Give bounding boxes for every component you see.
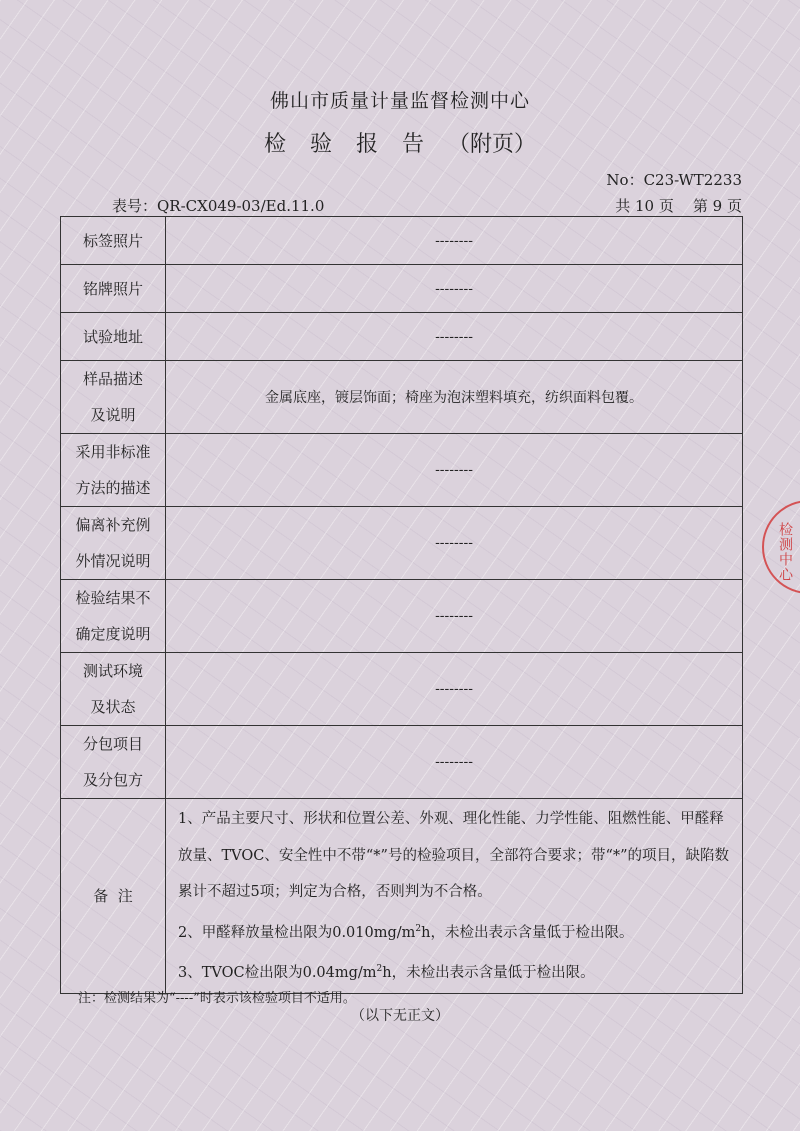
note-1: 1、产品主要尺寸、形状和位置公差、外观、理化性能、力学性能、阻燃性能、甲醛释放量、TVOC、安全性中不带“*”号的检验项目，全部符合要求；带“*”的项目，缺陷数累计不超过5项；判定为合格，否则判为不合格。 — [178, 811, 730, 900]
row-value: -------- — [166, 313, 743, 361]
notes-row — [61, 799, 743, 994]
notes-label: 备 注 — [61, 799, 166, 994]
table-row — [61, 361, 743, 434]
table-row — [61, 580, 743, 653]
page-info: 共 10 页 第 9 页 — [615, 197, 742, 215]
row-value: -------- — [166, 434, 743, 507]
table-row — [61, 217, 743, 265]
row-label-line: 外情况说明 — [75, 552, 151, 570]
row-label — [61, 726, 166, 799]
row-value: -------- — [166, 726, 743, 799]
row-label — [61, 507, 166, 580]
form-number: 表号：QR-CX049-03/Ed.11.0 — [112, 197, 325, 215]
row-label-line: 及说明 — [90, 406, 136, 424]
row-label-line: 偏离补充例 — [75, 516, 151, 534]
row-label — [61, 265, 166, 313]
seal-text: 检测中心 — [777, 522, 793, 582]
table-row — [61, 313, 743, 361]
row-label-line: 采用非标准 — [75, 443, 151, 461]
row-label-line: 铭牌照片 — [82, 279, 143, 298]
end-of-text: （以下无正文） — [351, 1008, 449, 1024]
row-label — [61, 434, 166, 507]
row-value: 金属底座，镀层饰面；椅座为泡沫塑料填充，纺织面料包覆。 — [166, 361, 743, 434]
row-value: -------- — [166, 265, 743, 313]
notes-content — [166, 799, 743, 994]
row-label-line: 样品描述 — [82, 370, 143, 388]
table-row — [61, 434, 743, 507]
table-row — [61, 265, 743, 313]
row-label — [61, 580, 166, 653]
note-3: 3、TVOC检出限为$0.04mg/m^2h$，未检出表示含量低于检出限。 — [178, 963, 595, 981]
report-title-main: 检验报告 — [263, 132, 448, 157]
row-label — [61, 313, 166, 361]
report-table — [60, 216, 743, 994]
row-label-line: 检验结果不 — [75, 589, 151, 607]
row-value: -------- — [166, 580, 743, 653]
footnote: 注：检测结果为“----”时表示该检验项目不适用。 — [78, 991, 356, 1006]
row-label-line: 及分包方 — [82, 771, 143, 789]
row-label-line: 标签照片 — [82, 231, 143, 250]
row-value: -------- — [166, 653, 743, 726]
table-row — [61, 507, 743, 580]
report-number: No：C23-WT2233 — [606, 171, 742, 189]
row-label — [61, 361, 166, 434]
organization-name: 佛山市质量计量监督检测中心 — [269, 90, 530, 112]
note-2: 2、甲醛释放量检出限为$0.010mg/m^2h$，未检出表示含量低于检出限。 — [178, 923, 634, 941]
report-title — [0, 127, 800, 158]
table-row — [61, 726, 743, 799]
row-label-line: 试验地址 — [82, 327, 143, 346]
row-label-line: 方法的描述 — [75, 479, 151, 497]
row-label — [61, 217, 166, 265]
row-value: -------- — [166, 507, 743, 580]
row-value: -------- — [166, 217, 743, 265]
table-row — [61, 653, 743, 726]
row-label-line: 分包项目 — [82, 735, 143, 753]
row-label — [61, 653, 166, 726]
row-label-line: 及状态 — [90, 698, 136, 716]
report-title-suffix: （附页） — [448, 132, 537, 157]
row-label-line: 确定度说明 — [75, 625, 151, 643]
row-label-line: 测试环境 — [82, 662, 143, 680]
